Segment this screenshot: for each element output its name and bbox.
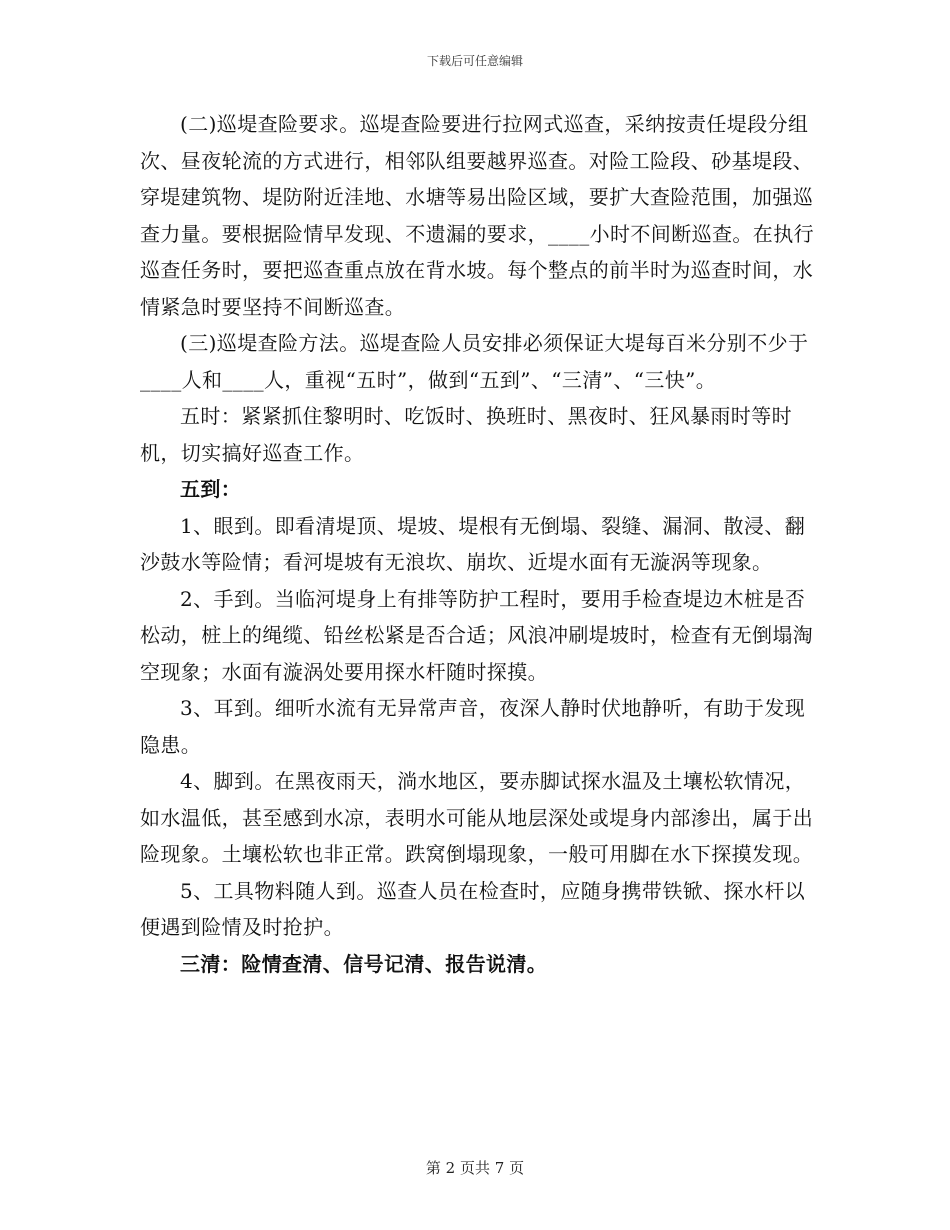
page-header: 下载后可任意编辑 — [426, 54, 523, 68]
paragraph-hands: 2、手到。当临河堤身上有排等防护工程时，要用手检查堤边木桩是否松动，桩上的绳缆、铅丝松紧是否合适；风浪冲刷堤坡时，检查有无倒塌淘空现象；水面有漩涡处要用探水杆随时探摸。 — [140, 586, 814, 684]
page-footer: 第 2 页共 7 页 — [425, 1159, 525, 1177]
document-body — [140, 106, 820, 982]
heading-five-arrivals: 五到： — [180, 477, 242, 501]
paragraph-tools: 5、工具物料随人到。巡查人员在检查时，应随身携带铁锨、探水杆以便遇到险情及时抢护。 — [140, 878, 806, 939]
paragraph-inspection-methods: (三)巡堤查险方法。巡堤查险人员安排必须保证大堤每百米分别不少于____人和____人，重视“五时”，做到“五到”、“三清”、“三快”。 — [140, 331, 809, 392]
paragraph-ears: 3、耳到。细听水流有无异常声音，夜深人静时伏地静听，有助于发现隐患。 — [140, 696, 806, 757]
heading-three-clears: 三清：险情查清、信号记清、报告说清。 — [180, 951, 548, 976]
paragraph-inspection-requirements: (二)巡堤查险要求。巡堤查险要进行拉网式巡查，采纳按责任堤段分组次、昼夜轮流的方式进行，相邻队组要越界巡查。对险工险段、砂基堤段、穿堤建筑物、堤防附近洼地、水塘等易出险区域，要扩大查险范围，加强巡查力量。要根据险情早发现、不遗漏的要求，____小时不间断巡查。在执行巡查任务时，要把巡查重点放在背水坡。每个整点的前半时为巡查时间，水情紧急时要坚持不间断巡查。 — [140, 112, 814, 319]
paragraph-five-times: 五时：紧紧抓住黎明时、吃饭时、换班时、黑夜时、狂风暴雨时等时机，切实搞好巡查工作。 — [140, 404, 792, 465]
paragraph-eyes: 1、眼到。即看清堤顶、堤坡、堤根有无倒塌、裂缝、漏洞、散浸、翻沙鼓水等险情；看河堤坡有无浪坎、崩坎、近堤水面有无漩涡等现象。 — [140, 513, 806, 574]
paragraph-feet: 4、脚到。在黑夜雨天，淌水地区，要赤脚试探水温及土壤松软情况，如水温低，甚至感到水凉，表明水可能从地层深处或堤身内部渗出，属于出险现象。土壤松软也非正常。跌窝倒塌现象，一般可用脚在水下探摸发现。 — [140, 769, 814, 866]
